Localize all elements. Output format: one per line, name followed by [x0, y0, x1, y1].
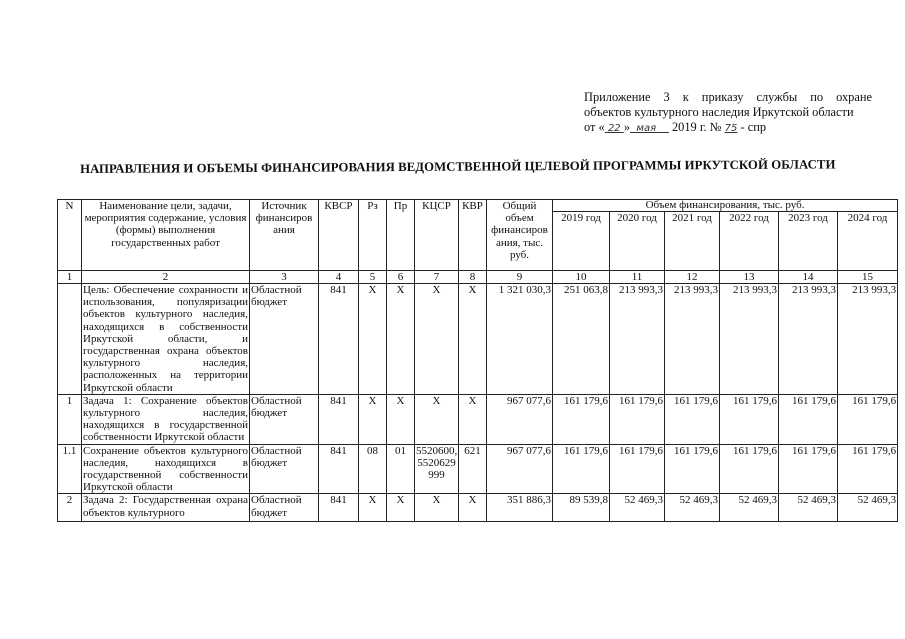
row-year-value: 251 063,8: [553, 284, 610, 395]
header-year: 2020 год: [610, 212, 665, 271]
header-total: Общий объем финансиров ания, тыс. руб.: [487, 200, 553, 271]
row-year-value: 213 993,3: [779, 284, 838, 395]
header-rz: Рз: [359, 200, 387, 271]
row-year-value: 52 469,3: [838, 494, 898, 522]
column-number-row: [58, 271, 898, 284]
table-row-task-2: [58, 494, 898, 522]
order-suffix: - спр: [740, 120, 767, 134]
row-n: [58, 284, 82, 395]
header-year: 2021 год: [665, 212, 720, 271]
row-kvsr: 841: [319, 284, 359, 395]
row-pr: 01: [387, 444, 415, 494]
row-source: Областной бюджет: [250, 494, 319, 522]
row-total: 351 886,3: [487, 494, 553, 522]
column-number: 10: [553, 271, 610, 284]
header-year: 2024 год: [838, 212, 898, 271]
row-n: 1.1: [58, 444, 82, 494]
header-year: 2022 год: [720, 212, 779, 271]
page-title: НАПРАВЛЕНИЯ И ОБЪЕМЫ ФИНАНСИРОВАНИЯ ВЕДОМСТВЕННОЙ ЦЕЛЕВОЙ ПРОГРАММЫ ИРКУТСКОЙ ОБЛАСТИ: [80, 157, 836, 176]
column-number: 3: [250, 271, 319, 284]
row-kvr: Х: [459, 394, 487, 444]
column-number: 1: [58, 271, 82, 284]
row-year-value: 52 469,3: [720, 494, 779, 522]
order-number: 75: [724, 123, 738, 134]
header-year: 2019 год: [553, 212, 610, 271]
row-year-value: 161 179,6: [553, 444, 610, 494]
row-year-value: 52 469,3: [610, 494, 665, 522]
row-year-value: 161 179,6: [665, 444, 720, 494]
row-kvsr: 841: [319, 394, 359, 444]
row-kvr: Х: [459, 494, 487, 522]
row-year-value: 161 179,6: [610, 394, 665, 444]
header-year: 2023 год: [779, 212, 838, 271]
row-kcsr: Х: [415, 394, 459, 444]
row-name: Цель: Обеспечение сохранности и использования, популяризации объектов культурного наследия, находящихся в собственности Иркутской области, и государственная охрана объектов культурного наследия, расположенных на территории Иркутской области: [83, 284, 248, 394]
order-date-prefix: от «: [584, 120, 605, 134]
row-kcsr: Х: [415, 284, 459, 395]
row-kcsr: 5520600, 5520629 999: [415, 444, 459, 494]
row-year-value: 161 179,6: [720, 394, 779, 444]
column-number: 13: [720, 271, 779, 284]
row-pr: Х: [387, 494, 415, 522]
row-year-value: 161 179,6: [779, 394, 838, 444]
row-year-value: 161 179,6: [838, 394, 898, 444]
table-row-goal: [58, 284, 898, 395]
order-day: 22: [607, 123, 621, 134]
column-number: 6: [387, 271, 415, 284]
order-date-quote: »: [623, 120, 631, 134]
row-total: 1 321 030,3: [487, 284, 553, 395]
row-kvr: Х: [459, 284, 487, 395]
row-name: Задача 1: Сохранение объектов культурного наследия, находящихся в государственной собственности Иркутской области: [83, 394, 248, 444]
header-row-1: [58, 200, 898, 212]
column-number: 5: [359, 271, 387, 284]
row-kcsr: Х: [415, 494, 459, 522]
header-pr: Пр: [387, 200, 415, 271]
row-year-value: 52 469,3: [665, 494, 720, 522]
row-year-value: 161 179,6: [720, 444, 779, 494]
column-number: 4: [319, 271, 359, 284]
header-kvr: КВР: [459, 200, 487, 271]
table-row-activity-1-1: [58, 444, 898, 494]
appendix-line-2: объектов культурного наследия Иркутской области: [584, 105, 854, 119]
header-volume: Объем финансирования, тыс. руб.: [553, 200, 898, 212]
row-total: 967 077,6: [487, 444, 553, 494]
header-n: N: [58, 200, 82, 271]
header-name: Наименование цели, задачи, мероприятия содержание, условия (формы) выполнения государственных работ: [82, 200, 250, 271]
column-number: 7: [415, 271, 459, 284]
column-number: 11: [610, 271, 665, 284]
column-number: 12: [665, 271, 720, 284]
row-name: Задача 2: Государственная охрана объектов культурного: [82, 494, 250, 522]
row-year-value: 52 469,3: [779, 494, 838, 522]
row-n: 2: [58, 494, 82, 522]
row-year-value: 161 179,6: [779, 444, 838, 494]
row-year-value: 213 993,3: [720, 284, 779, 395]
table-row-task-1: [58, 394, 898, 444]
row-name: Сохранение объектов культурного наследия, находящихся в государственной собственности Иркутской области: [83, 444, 248, 494]
row-rz: Х: [359, 494, 387, 522]
row-source: Областной бюджет: [250, 394, 319, 444]
row-rz: Х: [359, 394, 387, 444]
row-source: Областной бюджет: [250, 284, 319, 395]
column-number: 9: [487, 271, 553, 284]
row-rz: Х: [359, 284, 387, 395]
row-source: Областной бюджет: [250, 444, 319, 494]
column-number: 15: [838, 271, 898, 284]
row-year-value: 161 179,6: [553, 394, 610, 444]
row-year-value: 161 179,6: [665, 394, 720, 444]
row-kvr: 621: [459, 444, 487, 494]
row-kvsr: 841: [319, 444, 359, 494]
header-source: Источник финансиров ания: [250, 200, 319, 271]
appendix-line-1: Приложение 3 к приказу службы по охране: [584, 90, 872, 104]
row-year-value: 89 539,8: [553, 494, 610, 522]
financing-table: [57, 199, 898, 522]
column-number: 2: [82, 271, 250, 284]
order-year: 2019 г. №: [671, 120, 722, 134]
column-number: 14: [779, 271, 838, 284]
row-year-value: 213 993,3: [665, 284, 720, 395]
appendix-note: [584, 90, 872, 136]
header-kvsr: КВСР: [319, 200, 359, 271]
header-kcsr: КЦСР: [415, 200, 459, 271]
row-pr: Х: [387, 284, 415, 395]
row-n: 1: [58, 394, 82, 444]
row-pr: Х: [387, 394, 415, 444]
row-total: 967 077,6: [487, 394, 553, 444]
row-rz: 08: [359, 444, 387, 494]
appendix-line-3: [584, 120, 872, 136]
row-kvsr: 841: [319, 494, 359, 522]
row-year-value: 213 993,3: [838, 284, 898, 395]
column-number: 8: [459, 271, 487, 284]
order-month: мая: [636, 123, 657, 134]
row-year-value: 213 993,3: [610, 284, 665, 395]
row-year-value: 161 179,6: [838, 444, 898, 494]
row-year-value: 161 179,6: [610, 444, 665, 494]
